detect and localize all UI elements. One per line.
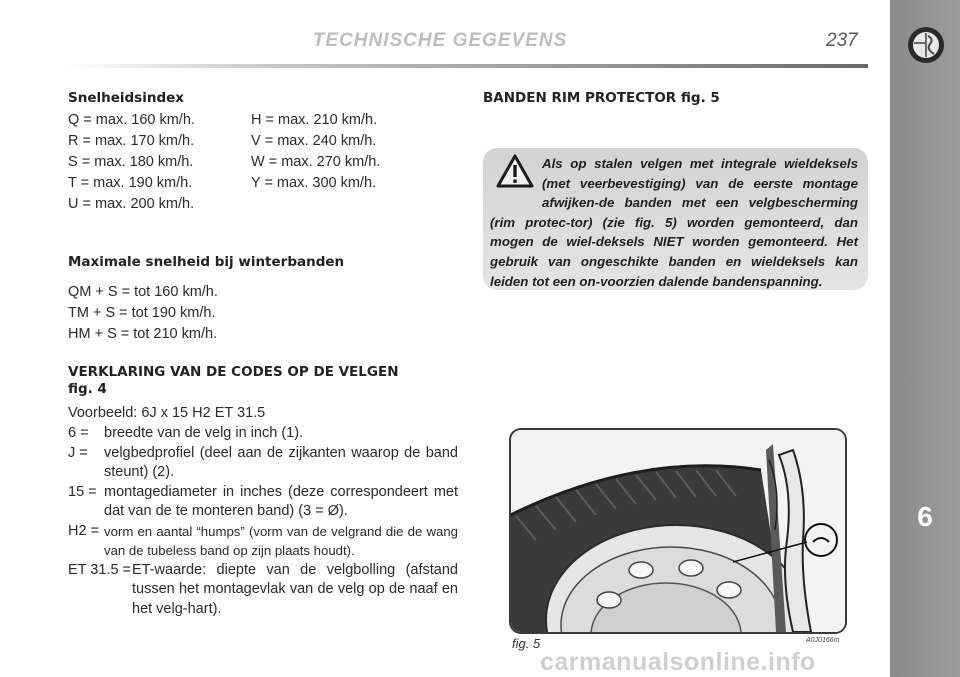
tyre-rim-illustration [511, 430, 845, 632]
winter-line: QM + S = tot 160 km/h. [68, 284, 218, 300]
running-header-title: TECHNISCHE GEGEVENS [312, 30, 568, 51]
code-definition [68, 561, 458, 620]
rim-codes-heading [68, 364, 458, 398]
speed-index-section [68, 90, 458, 228]
code-description: montagediameter in inches (deze correspondeert met dat van de te monteren band) (3 = Ø). [104, 483, 458, 519]
code-description: breedte van de velg in inch (1). [104, 425, 304, 441]
speed-entry: Y = max. 300 km/h. [251, 175, 377, 191]
speed-entry: R = max. 170 km/h. [68, 133, 195, 149]
chapter-side-tab [890, 0, 960, 677]
chapter-number: 6 [917, 501, 933, 532]
rim-code-example: Voorbeeld: 6J x 15 H2 ET 31.5 [68, 405, 266, 421]
rim-codes-heading-line: VERKLARING VAN DE CODES OP DE VELGEN [68, 364, 399, 380]
speed-entry: U = max. 200 km/h. [68, 196, 195, 212]
warning-icon-space [490, 154, 542, 210]
left-column [68, 90, 458, 619]
code-term: H2 = [68, 522, 100, 539]
page-number: 237 [826, 30, 858, 51]
speed-entry: Q = max. 160 km/h. [68, 112, 195, 128]
speed-entry: W = max. 270 km/h. [251, 154, 381, 170]
figure-caption: fig. 5 [512, 636, 541, 651]
speed-index-table [68, 110, 458, 228]
code-description: velgbedprofiel (deel aan de zijkanten waarop de band steunt) (2). [104, 444, 458, 480]
code-term: 6 = [68, 425, 89, 441]
figure-code: A0J0166m [806, 637, 840, 644]
speed-entry: T = max. 190 km/h. [68, 175, 193, 191]
speed-index-heading: Snelheidsindex [68, 90, 184, 106]
header-rule [68, 64, 868, 68]
winter-line: TM + S = tot 190 km/h. [68, 305, 216, 321]
speed-entry: S = max. 180 km/h. [68, 154, 194, 170]
winter-tyres-heading: Maximale snelheid bij winterbanden [68, 254, 345, 270]
code-term: J = [68, 444, 88, 461]
rim-codes-heading-fig: fig. 4 [68, 381, 107, 397]
watermark: carmanualsonline.info [540, 648, 816, 676]
warning-text: Als op stalen velgen met integrale wieldeksels (met veerbevestiging) van de eerste montage afwijken-de banden met een velgbescherming (rim protec-tor) (zie fig. 5) worden gemonteerd, dan mogen de wiel-deksels NIET worden gemonteerd. Het gebruik van ongeschikte banden en wieldeksels kan leiden tot een on-voorzien dalende bandenspanning. [490, 156, 858, 289]
warning-text-block [490, 154, 858, 291]
code-definition [68, 444, 458, 483]
code-term: ET 31.5 = [68, 561, 132, 578]
speed-entry: H = max. 210 km/h. [251, 112, 378, 128]
alfa-romeo-logo-icon [907, 26, 945, 64]
right-column [483, 90, 869, 107]
code-term: 15 = [68, 483, 97, 500]
code-definition [68, 483, 458, 522]
code-description: ET-waarde: diepte van de velgbolling (afstand tussen het montagevlak van de velg op de naaf en het velg-hart). [132, 561, 458, 617]
rim-codes-section [68, 364, 458, 619]
speed-entry: V = max. 240 km/h. [251, 133, 377, 149]
code-definition [68, 522, 458, 561]
code-description: vorm en aantal “humps” (vorm van de velgrand die de wang van de tubeless band op zijn plaats houdt). [104, 523, 458, 558]
winter-tyres-section [68, 254, 458, 345]
rim-protector-heading: BANDEN RIM PROTECTOR fig. 5 [483, 90, 720, 106]
winter-line: HM + S = tot 210 km/h. [68, 326, 218, 342]
figure-5-frame [509, 428, 847, 634]
code-definition [68, 424, 458, 444]
